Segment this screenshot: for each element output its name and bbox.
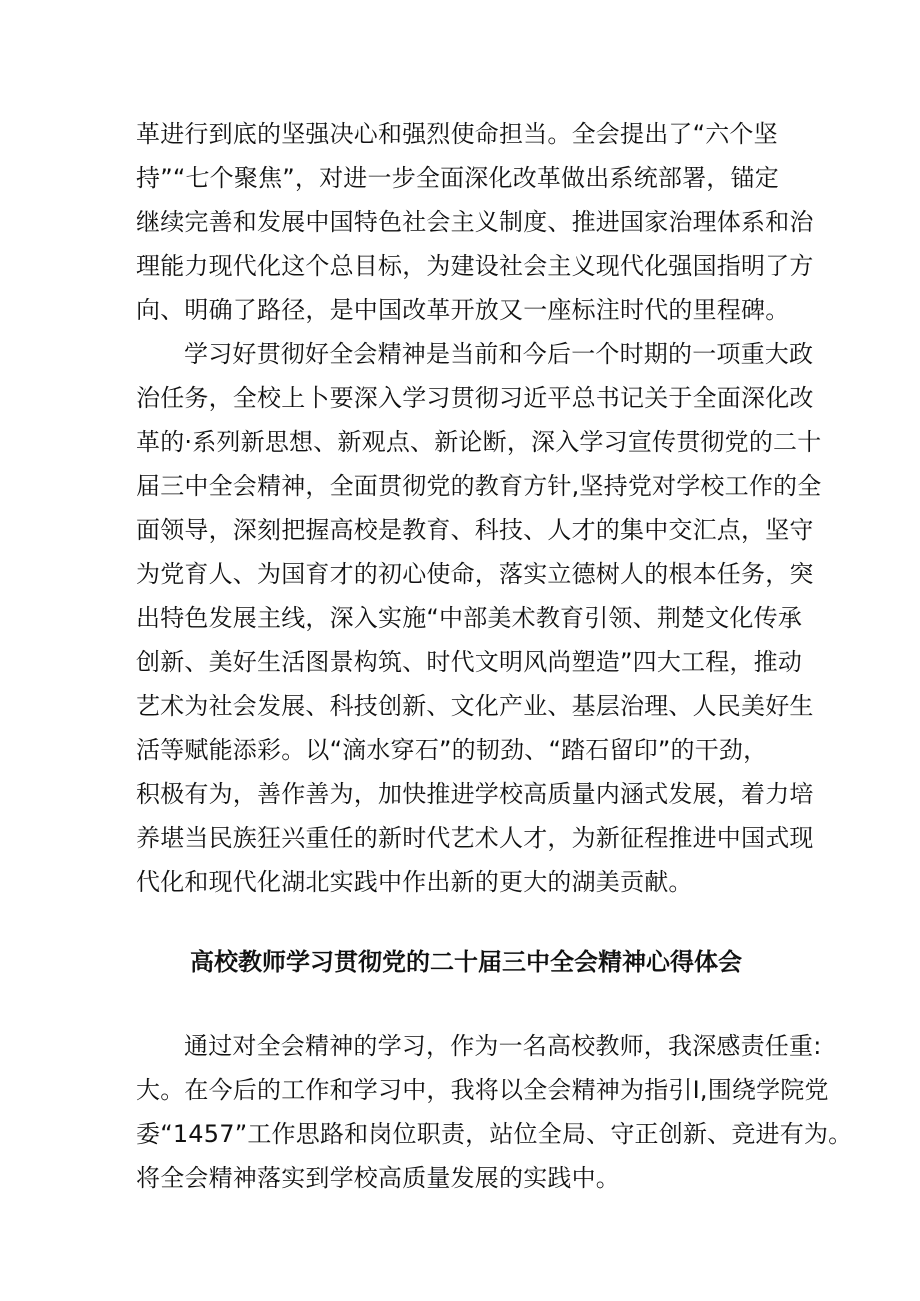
text-line: 代化和现代化湖北实践中作出新的更大的湖美贡献。 xyxy=(136,868,693,896)
text-line: 为党育人、为国育才的初心使命，落实立德树人的根本任务，突 xyxy=(136,560,814,588)
text-line: 学习好贯彻好全会精神是当前和今后一个时期的一项重大政 xyxy=(184,340,814,368)
text-line: 届三中全会精神，全面贯彻党的教育方针,坚持党对学校工作的全 xyxy=(136,472,822,500)
text-line: 将全会精神落实到学校高质量发展的实践中。 xyxy=(136,1164,620,1192)
text-line: 革的·系列新思想、新观点、新论断，深入学习宣传贯彻党的二十 xyxy=(136,428,822,456)
paragraph-study-task xyxy=(136,332,822,904)
text-line: 积极有为，善作善为，加快推进学校高质量内涵式发展，着力培 xyxy=(136,780,814,808)
text-line: 艺术为社会发展、科技创新、文化产业、基层治理、人民美好生 xyxy=(136,692,814,720)
text-line: 革进行到底的坚强决心和强烈使命担当。全会提出了“六个坚 xyxy=(136,120,778,148)
text-line: 委“1457”工作思路和岗位职责，站位全局、守正创新、竞进有为。 xyxy=(136,1120,853,1148)
paragraph-teacher-reflection xyxy=(136,1024,853,1200)
text-line: 持”“七个聚焦”，对进一步全面深化改革做出系统部署，锚定 xyxy=(136,164,779,192)
text-line: 活等赋能添彩。以“滴水穿石”的韧劲、“踏石留印”的干劲， xyxy=(136,736,768,764)
text-line: 出特色发展主线，深入实施“中部美术教育引领、荆楚文化传承 xyxy=(136,604,803,632)
paragraph-continuation xyxy=(136,112,814,332)
text-line: 面领导，深刻把握高校是教育、科技、人才的集中交汇点，坚守 xyxy=(136,516,814,544)
section-title: 高校教师学习贯彻党的二十届三中全会精神心得体会 xyxy=(190,948,742,976)
text-line: 治任务，全校上卜要深入学习贯彻习近平总书记关于全面深化改 xyxy=(136,384,814,412)
text-line: 继续完善和发展中国特色社会主义制度、推进国家治理体系和治 xyxy=(136,208,814,236)
text-line: 通过对全会精神的学习，作为一名高校教师，我深感责任重: xyxy=(184,1032,822,1060)
text-line: 向、明确了路径，是中国改革开放又一座标注时代的里程碑。 xyxy=(136,296,790,324)
text-line: 养堪当民族狂兴重任的新时代艺术人才，为新征程推进中国式现 xyxy=(136,824,814,852)
text-line: 大。在今后的工作和学习中，我将以全会精神为指引I,围绕学院党 xyxy=(136,1076,829,1104)
text-line: 理能力现代化这个总目标，为建设社会主义现代化强国指明了方 xyxy=(136,252,814,280)
text-line: 创新、美好生活图景构筑、时代文明风尚塑造”四大工程，推动 xyxy=(136,648,803,676)
